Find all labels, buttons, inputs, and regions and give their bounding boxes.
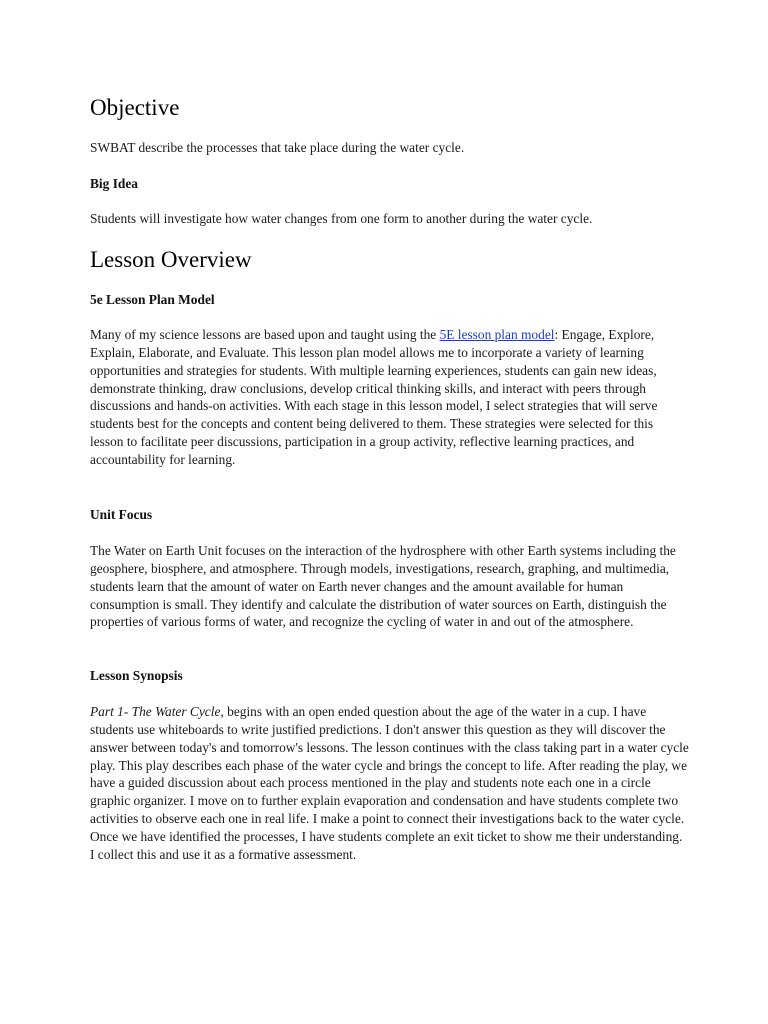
unit-focus-text: The Water on Earth Unit focuses on the interaction of the hydrosphere with other Earth systems including the geosphere, biosphere, and atmosphere. Through models, investigations, research, graphing, and multimedia, students learn that the amount of water on Earth never changes and the amount available for human consumption is small. They identify and calculate the distribution of water sources on Earth, distinguish the properties of various forms of water, and recognize the cycling of water in and out of the atmosphere.: [90, 543, 676, 630]
5e-lesson-plan-model-link[interactable]: 5E lesson plan model: [439, 327, 555, 342]
lesson-plan-model-text-before-link: Many of my science lessons are based upon and taught using the: [90, 327, 440, 342]
lesson-overview-heading: Lesson Overview: [90, 247, 252, 272]
lesson-synopsis-part-title: Part 1- The Water Cycle: [90, 704, 221, 719]
lesson-synopsis-heading: Lesson Synopsis: [90, 668, 183, 683]
big-idea-heading: Big Idea: [90, 176, 138, 191]
lesson-synopsis-paragraph: [90, 703, 690, 864]
big-idea-text: Students will investigate how water changes from one form to another during the water cycle.: [90, 211, 593, 226]
unit-focus-heading: Unit Focus: [90, 507, 153, 522]
objective-text: SWBAT describe the processes that take place during the water cycle.: [90, 140, 465, 155]
lesson-plan-model-heading: 5e Lesson Plan Model: [90, 292, 215, 307]
lesson-plan-model-paragraph: [90, 326, 688, 469]
lesson-plan-model-text-after-link: : Engage, Explore, Explain, Elaborate, and Evaluate. This lesson plan model allows me to incorporate a variety of learning opportunities and strategies for students. With multiple learning experiences, students can gain new ideas, demonstrate thinking, draw conclusions, develop critical thinking skills, and interact with peers through discussions and hands-on activities. With each stage in this lesson model, I select strategies that will serve students best for the concepts and content being delivered to them. These strategies were selected for this lesson to facilitate peer discussions, participation in a group activity, reflective learning practices, and accountability for learning.: [90, 327, 658, 467]
lesson-synopsis-text: , begins with an open ended question about the age of the water in a cup. I have students use whiteboards to write justified predictions. I don't answer this question as they will discover the answer between today's and tomorrow's lessons. The lesson continues with the class taking part in a water cycle play. This play describes each phase of the water cycle and brings the concept to life. After reading the play, we have a guided discussion about each process mentioned in the play and students note each one in a circle graphic organizer. I move on to further explain evaporation and condensation and have students complete two activities to observe each one in real life. I make a point to connect their investigations back to the water cycle. Once we have identified the processes, I have students complete an exit ticket to show me their understanding. I collect this and use it as a formative assessment.: [90, 704, 689, 862]
objective-heading: Objective: [90, 95, 180, 120]
